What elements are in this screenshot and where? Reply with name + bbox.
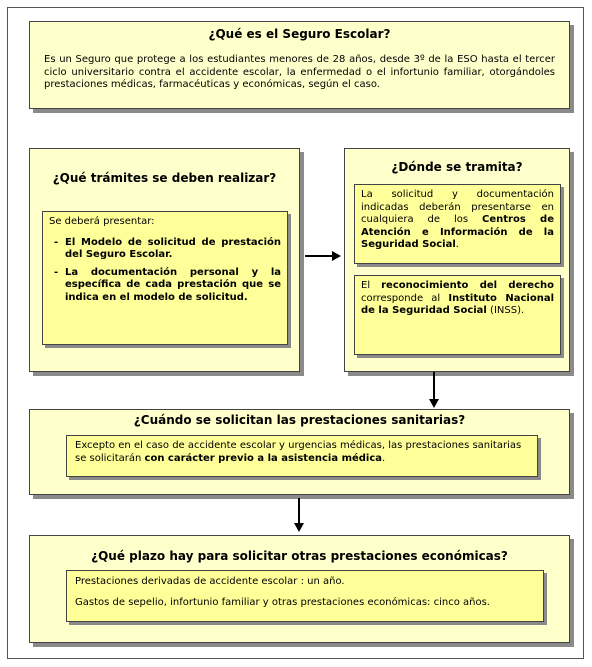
list-dash: - xyxy=(54,266,59,278)
donde-box2-pre: El xyxy=(361,280,382,291)
cuando-panel xyxy=(29,409,570,495)
list-item-text: La documentación personal y la específica de cada prestación que se indica en el modelo de solicitud. xyxy=(65,266,281,303)
plazo-title: ¿Qué plazo hay para solicitar otras prestaciones económicas? xyxy=(91,549,508,563)
list-item xyxy=(49,237,281,262)
tramites-title: ¿Qué trámites se deben realizar? xyxy=(52,171,277,185)
donde-box2-post: (INSS). xyxy=(486,305,525,316)
seguro-title: ¿Qué es el Seguro Escolar? xyxy=(208,27,391,41)
arrow-down-head-1 xyxy=(429,399,439,408)
list-item-text: El Modelo de solicitud de prestación del Seguro Escolar. xyxy=(65,236,281,260)
cuando-text-post: . xyxy=(382,452,386,464)
plazo-line-1: Prestaciones derivadas de accidente escolar : un año. xyxy=(75,576,345,587)
tramites-list xyxy=(49,237,281,305)
arrow-down-line-1 xyxy=(433,372,435,400)
donde-box-1 xyxy=(354,184,561,264)
plazo-line-2: Gastos de sepelio, infortunio familiar y otras prestaciones económicas: cinco años. xyxy=(75,596,490,608)
arrow-right-head xyxy=(332,251,341,261)
tramites-panel xyxy=(29,148,300,372)
tramites-intro: Se deberá presentar: xyxy=(49,216,155,227)
arrow-down-line-2 xyxy=(298,498,300,524)
donde-box2-mid: corresponde al xyxy=(361,292,449,304)
donde-box1-bold: Centros de Atención e Información de la Seguridad Social xyxy=(361,214,554,250)
donde-title: ¿Dónde se tramita? xyxy=(391,160,523,174)
donde-box1-post: . xyxy=(455,239,459,250)
donde-panel xyxy=(344,148,570,372)
cuando-text-pre: Excepto en el caso de accidente escolar y urgencias médicas, las prestaciones sanitarias se solicitarán xyxy=(75,440,522,464)
plazo-inner-box xyxy=(66,570,544,622)
donde-box2-bold1: reconocimiento del derecho xyxy=(381,280,554,291)
donde-box1-pre: La solicitud y documentación indicadas deberán presentarse en cualquiera de los xyxy=(361,189,554,225)
cuando-title: ¿Cuándo se solicitan las prestaciones sanitarias? xyxy=(133,413,466,427)
plazo-panel xyxy=(29,535,570,643)
arrow-right-line xyxy=(305,255,333,257)
seguro-panel xyxy=(29,21,570,109)
list-item xyxy=(49,267,281,305)
tramites-inner-box xyxy=(42,211,288,345)
list-dash: - xyxy=(54,236,59,248)
arrow-down-head-2 xyxy=(294,523,304,532)
donde-box-2 xyxy=(354,275,561,355)
donde-box2-bold2: Instituto Nacional de la Seguridad Social xyxy=(361,292,554,316)
cuando-inner-box xyxy=(66,435,538,477)
cuando-text-bold: con carácter previo a la asistencia médica xyxy=(144,452,383,464)
seguro-text: Es un Seguro que protege a los estudiantes menores de 28 años, desde 3º de la ESO hasta el tercer ciclo universitario contra el accidente escolar, la enfermedad o el infortunio familiar, otorgándoles prestaciones médicas, farmacéuticas y económicas, según el caso. xyxy=(44,54,555,90)
